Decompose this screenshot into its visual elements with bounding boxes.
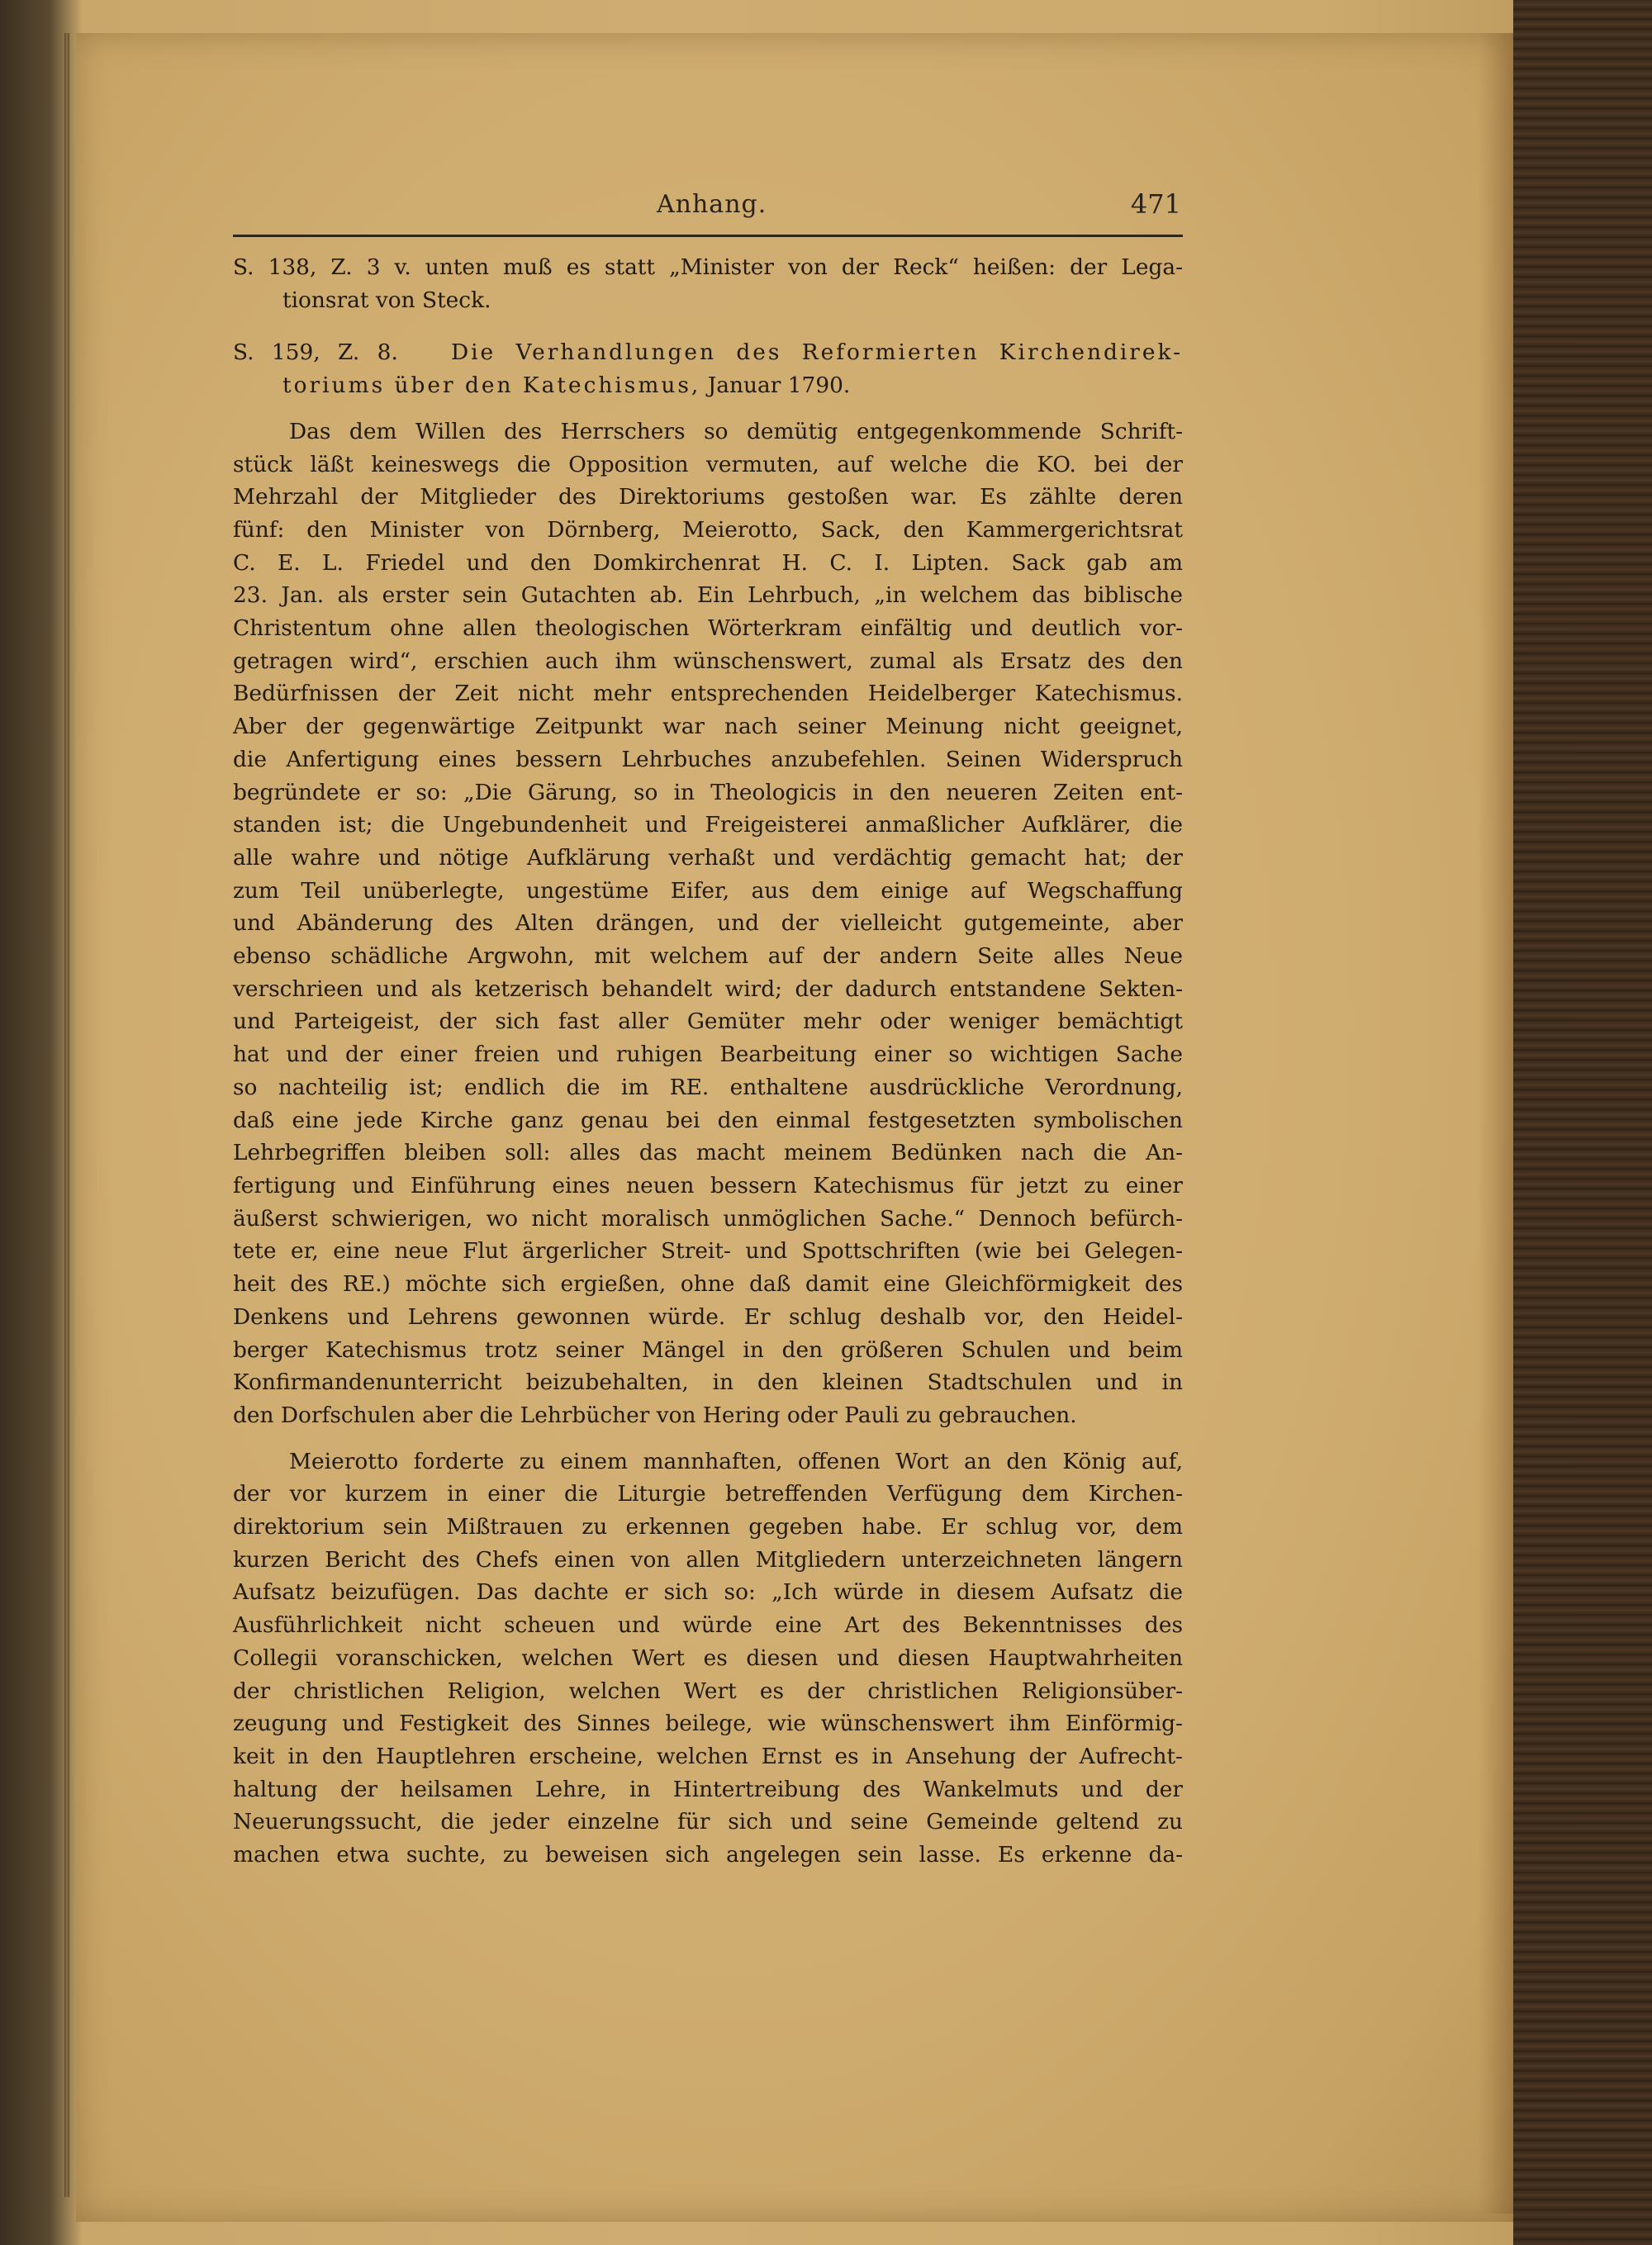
- book-cover-edge: [1513, 0, 1652, 2245]
- text-line: daß eine jede Kirche ganz genau bei den einmal festgesetzten symbolischen: [233, 1107, 1183, 1133]
- text-line: zum Teil unüberlegte, ungestüme Eifer, aus dem einige auf Wegschaffung: [233, 877, 1183, 904]
- binding-gutter: [64, 33, 69, 2197]
- text-line: machen etwa suchte, zu beweisen sich angelegen sein lasse. Es erkenne da-: [233, 1842, 1183, 1868]
- entry-title-continued: toriums über den Katechismus,: [282, 373, 701, 399]
- text-line: haltung der heilsamen Lehre, in Hintertreibung des Wankelmuts und der: [233, 1776, 1183, 1802]
- text-line: getragen wird“, erschien auch ihm wünschenswert, zumal als Ersatz des den: [233, 648, 1183, 674]
- text-line: C. E. L. Friedel und den Domkirchenrat H. C. I. Lipten. Sack gab am: [233, 549, 1183, 576]
- text-line: berger Katechismus trotz seiner Mängel in den größeren Schulen und beim: [233, 1336, 1183, 1363]
- text-line: äußerst schwierigen, wo nicht moralisch unmöglichen Sache.“ Dennoch befürch-: [233, 1205, 1183, 1232]
- text-line: der christlichen Religion, welchen Wert es der christlichen Religionsüber-: [233, 1678, 1183, 1704]
- text-line: begründete er so: „Die Gärung, so in Theologicis in den neueren Zeiten ent-: [233, 779, 1183, 805]
- text-line: kurzen Bericht des Chefs einen von allen Mitgliedern unterzeichneten längern: [233, 1546, 1183, 1573]
- text-line: hat und der einer freien und ruhigen Bearbeitung einer so wichtigen Sache: [233, 1042, 1183, 1068]
- text-line: standen ist; die Ungebundenheit und Freigeisterei anmaßlicher Aufklärer, die: [233, 812, 1183, 838]
- text-line: und Parteigeist, der sich fast aller Gemüter mehr oder weniger bemächtigt: [233, 1009, 1183, 1035]
- text-line: Konfirmandenunterricht beizubehalten, in den kleinen Stadtschulen und in: [233, 1369, 1183, 1396]
- entry-date: Januar 1790.: [707, 373, 851, 399]
- text-line: Das dem Willen des Herrschers so demütig entgegenkommende Schrift-: [289, 418, 1183, 444]
- text-line: direktorium sein Mißtrauen zu erkennen gegeben habe. Er schlug vor, dem: [233, 1514, 1183, 1540]
- text-line: den Dorfschulen aber die Lehrbücher von Hering oder Pauli zu gebrauchen.: [233, 1402, 1077, 1428]
- page-header: [240, 183, 1181, 233]
- text-line: Neuerungssucht, die jeder einzelne für sich und seine Gemeinde geltend zu: [233, 1809, 1183, 1835]
- text-line: S. 138, Z. 3 v. unten muß es statt „Minister von der Reck“ heißen: der Lega-: [233, 254, 1183, 280]
- text-line: Aber der gegenwärtige Zeitpunkt war nach seiner Meinung nicht geeignet,: [233, 714, 1183, 740]
- text-line: tionsrat von Steck.: [282, 287, 491, 313]
- text-line: Bedürfnissen der Zeit nicht mehr entsprechenden Heidelberger Katechismus.: [233, 681, 1183, 707]
- paragraph-1: [233, 415, 1183, 1432]
- text-line: Meierotto forderte zu einem mannhaften, offenen Wort an den König auf,: [289, 1448, 1183, 1474]
- text-line: [233, 369, 1183, 402]
- text-line: [233, 336, 1183, 369]
- text-line: so nachteilig ist; endlich die im RE. enthaltene ausdrückliche Verordnung,: [233, 1074, 1183, 1100]
- paragraph-2: [233, 1445, 1183, 1872]
- text-line: alle wahre und nötige Aufklärung verhaßt und verdächtig gemacht hat; der: [233, 844, 1183, 871]
- page-body: [233, 251, 1183, 1872]
- text-line: Denkens und Lehrens gewonnen würde. Er schlug deshalb vor, den Heidel-: [233, 1303, 1183, 1330]
- text-line: 23. Jan. als erster sein Gutachten ab. Ein Lehrbuch, „in welchem das biblische: [233, 582, 1183, 609]
- erratum-entry-2: [233, 336, 1183, 401]
- page-number: 471: [1130, 188, 1181, 220]
- text-line: Ausführlichkeit nicht scheuen und würde eine Art des Bekenntnisses des: [233, 1612, 1183, 1639]
- text-line: Lehrbegriffen bleiben soll: alles das macht meinem Bedünken nach die An-: [233, 1140, 1183, 1166]
- text-line: fünf: den Minister von Dörnberg, Meierotto, Sack, den Kammergerichtsrat: [233, 516, 1183, 543]
- text-line: ebenso schädliche Argwohn, mit welchem auf der andern Seite alles Neue: [233, 943, 1183, 970]
- text-line: tete er, eine neue Flut ärgerlicher Streit- und Spottschriften (wie bei Gelegen-: [233, 1238, 1183, 1265]
- text-line: Mehrzahl der Mitglieder des Direktoriums gestoßen war. Es zählte deren: [233, 484, 1183, 510]
- text-line: zeugung und Festigkeit des Sinnes beilege, wie wünschenswert ihm Einförmig-: [233, 1711, 1183, 1737]
- text-line: heit des RE.) möchte sich ergießen, ohne daß damit eine Gleichförmigkeit des: [233, 1271, 1183, 1298]
- text-line: fertigung und Einführung eines neuen bessern Katechismus für jetzt zu einer: [233, 1172, 1183, 1198]
- entry-title: Die Verhandlungen des Reformierten Kirchendirek-: [450, 339, 1183, 366]
- text-line: verschrieen und als ketzerisch behandelt wird; der dadurch entstandene Sekten-: [233, 975, 1183, 1002]
- erratum-entry-1: [233, 251, 1183, 316]
- text-line: keit in den Hauptlehren erscheine, welchen Ernst es in Ansehung der Aufrecht-: [233, 1743, 1183, 1769]
- text-line: der vor kurzem in einer die Liturgie betreffenden Verfügung dem Kirchen-: [233, 1481, 1183, 1507]
- running-title: Anhang.: [657, 190, 767, 219]
- entry-reference: S. 159, Z. 8.: [233, 339, 398, 366]
- text-line: Christentum ohne allen theologischen Wörterkram einfältig und deutlich vor-: [233, 615, 1183, 642]
- text-line: stück läßt keineswegs die Opposition vermuten, auf welche die KO. bei der: [233, 451, 1183, 477]
- text-line: Aufsatz beizufügen. Das dachte er sich so: „Ich würde in diesem Aufsatz die: [233, 1579, 1183, 1606]
- text-line: Collegii voranschicken, welchen Wert es diesen und diesen Hauptwahrheiten: [233, 1645, 1183, 1671]
- header-rule: [233, 235, 1183, 237]
- text-line: die Anfertigung eines bessern Lehrbuches anzubefehlen. Seinen Widerspruch: [233, 746, 1183, 772]
- text-line: und Abänderung des Alten drängen, und der vielleicht gutgemeinte, aber: [233, 910, 1183, 937]
